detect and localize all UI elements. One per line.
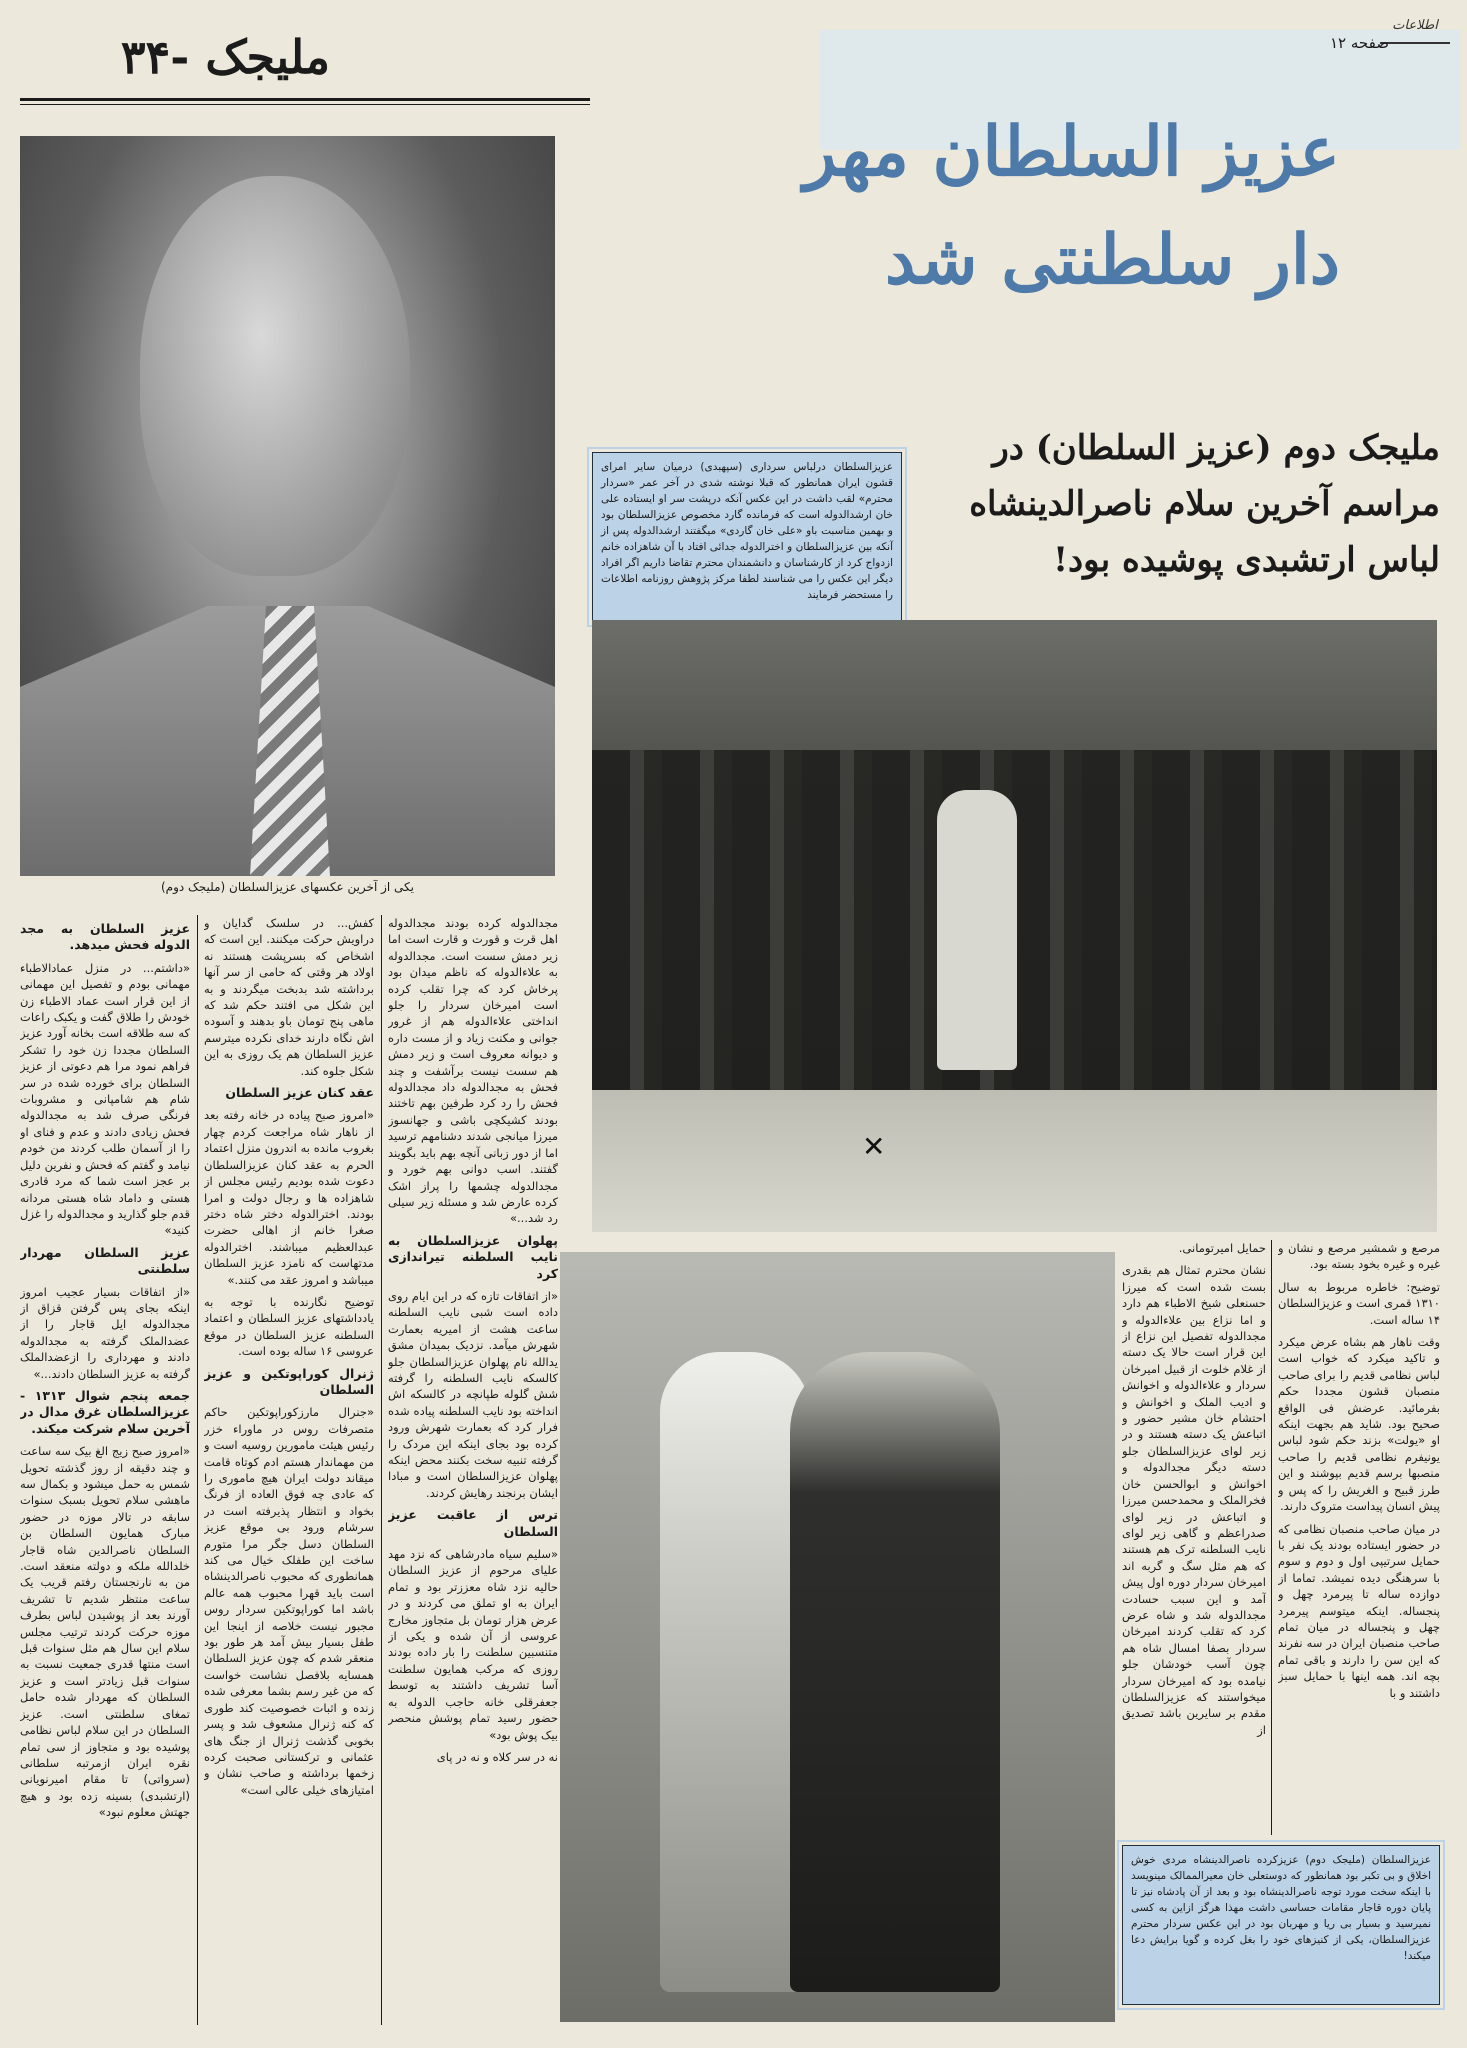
header-rule — [20, 98, 590, 101]
column-paragraph: حمایل امیرتومانی. — [1178, 1241, 1266, 1255]
column-paragraph: مجدالدوله کرده بودند مجدالدوله اهل قرت و قورت و قارت است اما زیر دمش سست است. مجدالدوله به علاءالدوله که ناظم میدان بود پرخاش کرد که چرا تقلب کرده است امیرخان سردار را جلو انداختی علاءالدوله هم از غرور جوانی و مکنت زیاد و از مست داره و دیوانه معروف است و زیر دمش هم سست نیست برآشفت و چند فحش به مجدالدوله داد مجدالدوله فحش را رد کرد طرفین بهم تاختند بودند کشیکچی باشی و جهانسوز میرزا میانجی شدند دشنامهم ترسید اما از دور زبانی آنچه بهم باید بگویند گفتند. اسب دوانی بهم خورد و مجدالدوله چشمها را پراز اشک کرده عارض شد و مسئله زیر سیلی رد شد...» — [388, 916, 558, 1226]
article-column-2 — [204, 915, 374, 2025]
group-photo-caption: عزیزالسلطان درلباس سرداری (سپهبدی) درمیان سایر امرای قشون ایران همانطور که قبلا نوشته شدی در آخر عمر «سردار محترم» لقب داشت در این عکس آنکه درپشت سر او ایستاده علی خان ارشدالدوله است که فرمانده گارد مخصوص عزیزالسلطان بود و بهمین مناسبت باو «علی خان گاردی» میگفتند ارشدالدوله پس از آنکه بین عزیزالسلطان و اخترالدوله جدائی افتاد با آن شاهزاده خانم ازدواج کرد از کارشناسان و دانشمندان محترم تقاضا داریم اگر افراد دیگر این عکس را می شناسند لطفا مرکز پژوهش روزنامه اطلاعات را مستحضر فرمایند — [592, 452, 902, 622]
portrait-caption: یکی از آخرین عکسهای عزیزالسلطان (ملیجک دوم) — [160, 880, 415, 894]
column-paragraph: «امروز صبح پیاده در خانه رفته بعد از ناهار شاه مراجعت کردم چهار بغروب مانده به اندرون منزل اعتماد الحرم به عقد کنان عزیزالسلطان دعوت شده بودیم رئیس مجلس از شاهزاده ها و رجال دولت و امرا بودند. اخترالدوله دختر شاه دختر صغرا خانم از اهالی حضرت عبدالعظیم میباشند. اخترالدوله مدتهاست که نامزد عزیز السلطان میباشد و امروز عقد می کنند.» — [204, 1108, 374, 1287]
subheadline-line-3: لباس ارتشبدی پوشیده بود! — [1053, 540, 1440, 580]
newspaper-logo: اطلاعات — [1380, 18, 1450, 44]
column-paragraph: «امروز صبح زیج الغ بیک سه ساعت و چند دقیقه از روز گذشته تحویل شمس به حمل میشود و بکمال سه ماهشی سلام تحویل بسبک سنوات سابقه در تالار موزه در حضور مبارک همایون السلطان بن السلطان ناصرالدین شاه قاجار خلدالله ملکه و دولته منعقد است. من به نارنجستان رفتم قریب یک ساعت منتظر شدیم تا تشریف آورند بعد از پوشیدن لباس بطرف موزه حرکت کردند ترتیب مجلس سلام این سال هم مثل سنوات قبل است منتها قدری جمعیت نسبت به سنوات قبل زیادتر است و عزیز السلطان که مهردار شده حامل تمغای سلطنتی است. عزیز السلطان در این سلام لباس نظامی پوشیده بود و متجاوز از سی تمام نقره ایران ازمرتبه سلطانی (سرواتی) تا مقام امیرنویانی (ارتشبدی) بسینه زده بود و هیچ جهتش معلوم نبود» — [20, 1444, 190, 1820]
column-paragraph: مرصع و شمشیر مرصع و نشان و غیره و غیره بخود بسته بود. — [1278, 1241, 1440, 1272]
group-photo-central-figure — [937, 790, 1017, 1070]
subheadline-line-1: ملیجک دوم (عزیز السلطان) در — [992, 428, 1440, 468]
column-paragraph: توضیح: خاطره مربوط به سال ۱۳۱۰ قمری است و عزیزالسلطان ۱۴ ساله است. — [1278, 1279, 1440, 1327]
pair-photo-suited-figure — [790, 1352, 1000, 1992]
pair-photo-veiled-figure — [660, 1352, 810, 1992]
column-paragraph: عزیز السلطان به مجد الدوله فحش میدهد. — [20, 921, 190, 953]
headline-line-1: عزیز السلطان مهر — [803, 112, 1340, 192]
column-paragraph: وقت ناهار هم بشاه عرض میکرد و تاکید میکرد که خواب است لباس نظامی قدیم را برای صاحب منصبان قشون مجددا حکم بفرمائید. عرضش فی الواقع صحیح بود. شاید هم بجهت اینکه او «یولت» بزند حکم شود لباس یونیفرم نظامی قدیم را صاحب منصبها برسم قدیم بپوشند و این طرز قبیح و الغریش را که پس و پیش انسان پیداست متروک دارند. — [1278, 1335, 1440, 1514]
column-divider — [197, 915, 198, 2025]
article-column-4 — [1278, 1240, 1440, 1835]
column-paragraph: «داشتم... در منزل عمادالاطباء مهمانی بودم و تفصیل این مهمانی از این قرار است عماد الاطباء زن خودش را طلاق گفت و یکبک راعات که سه طلاقه است بخانه آورد عزیز السلطان مجددا زن خود را تشکر فراهم نمود مرا هم دعوتی از عزیز السلطان برای خورده شده در سر شام هم شامپانی و مشروبات فرنگی صرف شد به مجدالدوله فحش زیادی دادند و عدم و فنای او را از آسمان طلب کردند من خودم نیامد و گفتم که فحش و نفرین دلیل بر عجز است شما که مرد قادری هستی و داماد شاه هستی مردانه قدم جلو گذارید و مجدالدوله را غزل کنید» — [20, 960, 190, 1238]
column-paragraph: «از اتفاقات تازه که در این ایام روی داده است شبی نایب السلطنه ساعت هشت از امیریه بعمارت شهرش میآمد. نزدیک بمیدان مشق یدالله نام پهلوان عزیزالسلطان جلو کالسکه نایب السلطنه را گرفته شش گلوله طپانچه در کالسکه اش انداخته بود نایب السلطنه پیاده شده فرار کرد که بعمارت شهرش ورود کرده بود بجای اینکه این مردک را گرفته تنبیه سخت بکنند محض اینکه پهلوان عزیزالسلطان است و مبادا ایشان برنجند رهایش کردند. — [388, 1288, 558, 1500]
column-paragraph: «جنرال مارزکوراپوتکین حاکم متصرفات روس در ماوراء خزر رئیس هیئت مامورین روسیه است و من مهماندار هستم ادم کوتاه قامت میقاند دولت ایران هیچ ماموری را که عادی چه فوق العاده از فرنگ بخواد و انتظار پذیرفته است در سرشام ورود بی موقع عزیز السلطان دسل جگر مرا متورم ساخت این طفلک خیال می کند همانطوری که محبوب ناصرالدینشاه است باید قهرا محبوب همه عالم باشد اما کوراپوتکین سردار روس مجبور نیست خلاصه از اینجا این طفل بسیار بیش آمد هر طور بود منعقر شدم که چون عزیز السلطان همسایه بلافصل نشاست خواست که من غیر رسم بشما معرفی شده زنده و اثبات خصوصیت کند طوری که کنه ژنرال مشعوف شد و پسر بخوبی گذشت ژنرال از جنگ های عثمانی و ترکستانی صحبت کرده زخمها برداشته و صاحب نشان و امتیازهای خیلی عالی است» — [204, 1405, 374, 1797]
column-paragraph: توضیح نگارنده با توجه به یادداشتهای عزیز السلطان و اعتماد السلطنه عزیز السلطان در موقع عروسی ۱۶ ساله بوده است. — [204, 1294, 374, 1359]
portrait-face — [140, 176, 410, 576]
article-column-1 — [20, 915, 190, 2025]
header-rule-thin — [20, 104, 590, 105]
x-mark-icon: ✕ — [862, 1130, 886, 1163]
column-paragraph: «سلیم سیاه مادرشاهی که نزد مهد علیای مرحوم از عزیز السلطان حالیه نزد شاه معززتر بود و تمام ایران به او تملق می کردند و در عرض هزار تومان بل متجاوز مخارج عروسی از آن شده و یکی از متنسبین سلطنت را بار داده بودند روزی که مرکب همایون سلطنت آسا تشریف داشتند به توسط جعفرقلی خانه حاجب الدوله به حضور رسید تمام پوشش منحصر بیک پوش بود» — [388, 1547, 558, 1742]
group-photo — [592, 620, 1437, 1232]
column-paragraph: نشان محترم تمثال هم بقدری بست شده است که میرزا حسنعلی شیخ الاطباء هم دارد و اما نزاع بین علاءالدوله و مجدالدوله تفصیل این نزاع از این قرار است حالا یک دسته از غلام خلوت از قبیل امیرخان سردار و علاءالدوله و اخوانش و ادیب الملک و اخوانش و احتشام خان مشیر حضور و اتباعش یک دسته هستند و در زیر لوای عزیزالسلطان جلو دسته دیگر مجدالدوله و اخوانش و ابوالحسن خان فخرالملک و محمدحسن میرزا و اتباعش در زیر لوای صدراعظم و گاهی زیر لوای نایب السلطنه ترک هم هستند که هم مثل سگ و گربه اند امیرخان سردار دوره اول پیش آمد و این سبب حسادت مجدالدوله شد و شاه عرض کرد که تقلب کردند امیرخان سردار بصفا امسال شاه هم چون آسب خودشان جلو نیامده بود که امیرخان سردار میخواستند که عزیزالسلطان مقدم بر سایرین باشد تصدیق از — [1122, 1263, 1266, 1737]
article-column-3 — [388, 915, 558, 2025]
portrait-photo — [20, 136, 555, 876]
page-number-label: صفحه ۱۲ — [1330, 34, 1389, 52]
pair-photo — [560, 1252, 1115, 2022]
column-subheading: جمعه پنجم شوال ۱۳۱۳ - عزیزالسلطان غرق مدال در آخرین سلام شرکت میکند. — [20, 1387, 190, 1436]
pair-photo-caption: عزیزالسلطان (ملیجک دوم) عزیزکرده ناصرالدینشاه مردی خوش اخلاق و بی تکبر بود همانطور که دوستعلی خان معیرالممالک مینویسد با اینکه سخت مورد توجه ناصرالدینشاه بود و بعد از آن پادشاه نیز تا پایان دوره قاجار مقامات حساسی داشت مهذا هرگز ازاین به کسی نمیرسید و بسیار بی ریا و مهربان بود در این عکس سردار محترم عزیزالسلطان، یکی از کنیزهای خود را بغل کرده و گویا برایش دعا میکند! — [1122, 1845, 1440, 2005]
column-paragraph: کفش... در سلسک گدایان و دراویش حرکت میکنند. این است که اشخاص که بسرپشت هستند نه اولاد هر وقتی که حامی از سر آنها برداشته شد بدبخت میگردند و به این شکل می افتند حکم شد که ماهی پنج تومان باو بدهند و آسوده اش نگاه دارند خدای نکرده میترسم عزیز السلطان هم یک روزی به این شکل جلوه کند. — [204, 916, 374, 1078]
main-headline — [640, 98, 1340, 328]
column-paragraph: «از اتفاقات بسیار عجیب امروز اینکه بجای پس گرفتن قزاق از مجدالدوله ایل قاجار را از عضدالملک گرفته به مجدالدوله دادند و مهرداری را ازعضدالملک گرفته به عزیز السلطان دادند...» — [20, 1284, 190, 1381]
column-paragraph: در میان صاحب منصبان نظامی که در حضور ایستاده بودند یک نفر با حمایل سرتیپی اول و دوم و سوم با سرهنگی دیده نمیشد. تماما از دوازده ساله تا پیرمرد چهل و پنجساله. اینکه میتوسم پیرمرد چهل و پنجساله در میان تمام صاحب منصبان ایران در سه نفرند که این سن را دارند و باقی تمام بچه اند. همه اینها با حمایل سبز داشتند و با — [1278, 1521, 1440, 1700]
column-subheading: عقد کنان عزیز السلطان — [225, 1085, 374, 1101]
article-column-5 — [1122, 1240, 1266, 1835]
group-photo-ground — [592, 1090, 1437, 1232]
headline-line-2: دار سلطنتی شد — [884, 220, 1340, 300]
column-divider — [381, 915, 382, 2025]
column-subheading: پهلوان عزیزالسلطان به نایب السلطنه تیراندازی کرد — [388, 1232, 558, 1281]
column-paragraph: نه در سر کلاه و نه در پای — [436, 1749, 558, 1764]
column-subheading: ترس از عاقبت عزیز السلطان — [388, 1507, 558, 1539]
series-title: ملیجک -۳۴ — [120, 30, 330, 84]
column-subheading: عزیز السلطان مهردار سلطنتی — [20, 1244, 190, 1277]
column-divider — [1271, 1240, 1272, 1835]
column-subheading: ژنرال کوراپوتکین و عزیز السلطان — [204, 1365, 374, 1397]
sub-headline — [910, 420, 1440, 620]
subheadline-line-2: مراسم آخرین سلام ناصرالدینشاه — [969, 484, 1440, 524]
